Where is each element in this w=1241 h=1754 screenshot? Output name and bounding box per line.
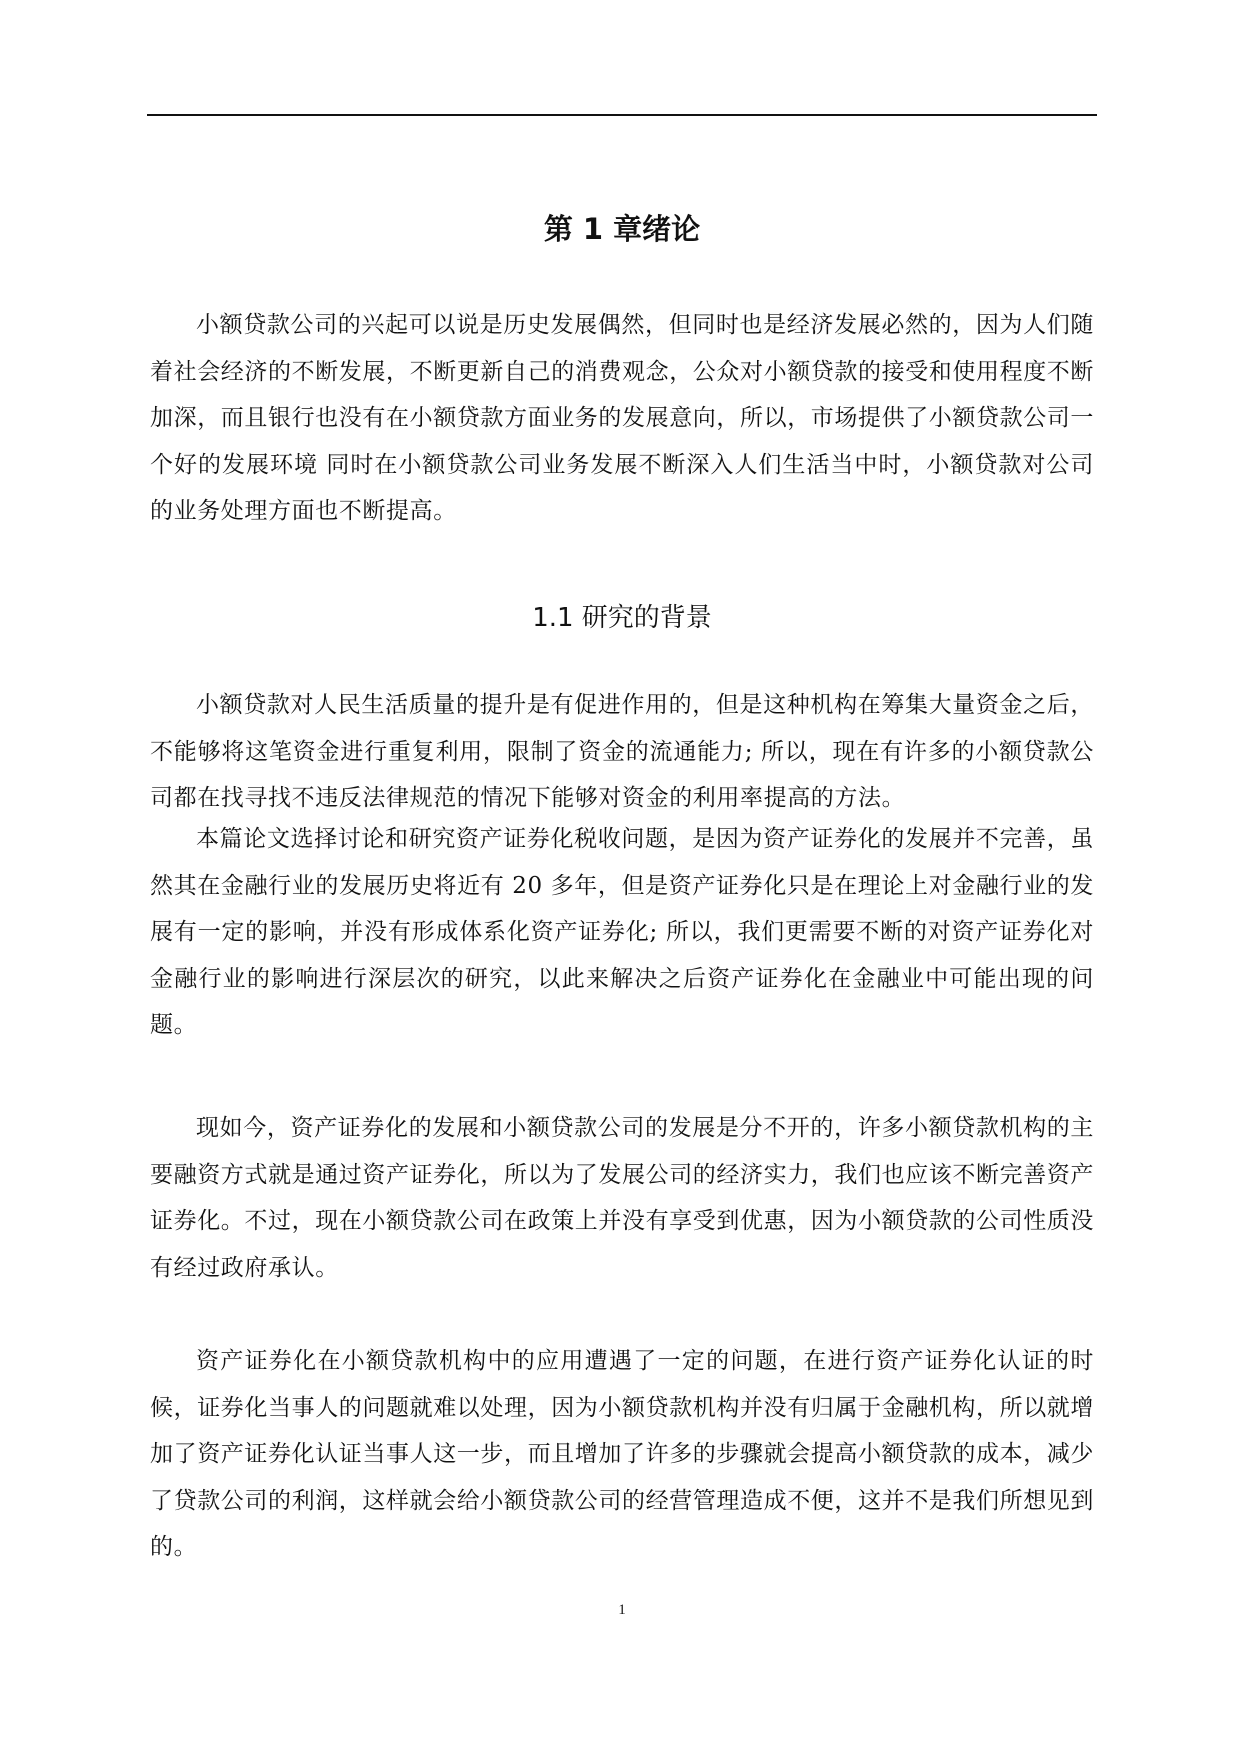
intro-paragraph: 小额贷款公司的兴起可以说是历史发展偶然，但同时也是经济发展必然的，因为人们随着社会经济的不断发展，不断更新自己的消费观念，公众对小额贷款的接受和使用程度不断加深，而且银行也没有在小额贷款方面业务的发展意向，所以，市场提供了小额贷款公司一个好的发展环境 同时在小额贷款公司业务发展不断深入人们生活当中时，小额贷款对公司的业务处理方面也不断提高。 [150,312,1094,524]
body-paragraph: 现如今，资产证券化的发展和小额贷款公司的发展是分不开的，许多小额贷款机构的主要融资方式就是通过资产证券化，所以为了发展公司的经济实力，我们也应该不断完善资产证券化。不过，现在小额贷款公司在政策上并没有享受到优惠，因为小额贷款的公司性质没有经过政府承认。 [150,1115,1094,1281]
page-number: 1 [618,1602,626,1618]
section-title: 1.1 研究的背景 [532,603,712,633]
body-paragraph: 资产证券化在小额贷款机构中的应用遭遇了一定的问题，在进行资产证券化认证的时候，证券化当事人的问题就难以处理，因为小额贷款机构并没有归属于金融机构，所以就增加了资产证券化认证当事人这一步，而且增加了许多的步骤就会提高小额贷款的成本，减少了贷款公司的利润，这样就会给小额贷款公司的经营管理造成不便，这并不是我们所想见到的。 [150,1348,1094,1560]
header-rule [147,114,1097,116]
body-paragraph: 本篇论文选择讨论和研究资产证券化税收问题，是因为资产证券化的发展并不完善，虽然其在金融行业的发展历史将近有 20 多年，但是资产证券化只是在理论上对金融行业的发展有一定的影响，并没有形成体系化资产证券化; 所以，我们更需要不断的对资产证券化对金融行业的影响进行深层次的研究，以此来解决之后资产证券化在金融业中可能出现的问题。 [150,826,1094,1038]
body-paragraph: 小额贷款对人民生活质量的提升是有促进作用的，但是这种机构在筹集大量资金之后，不能够将这笔资金进行重复利用，限制了资金的流通能力; 所以，现在有许多的小额贷款公司都在找寻找不违反法律规范的情况下能够对资金的利用率提高的方法。 [150,692,1094,811]
chapter-title: 第 1 章绪论 [543,212,701,246]
